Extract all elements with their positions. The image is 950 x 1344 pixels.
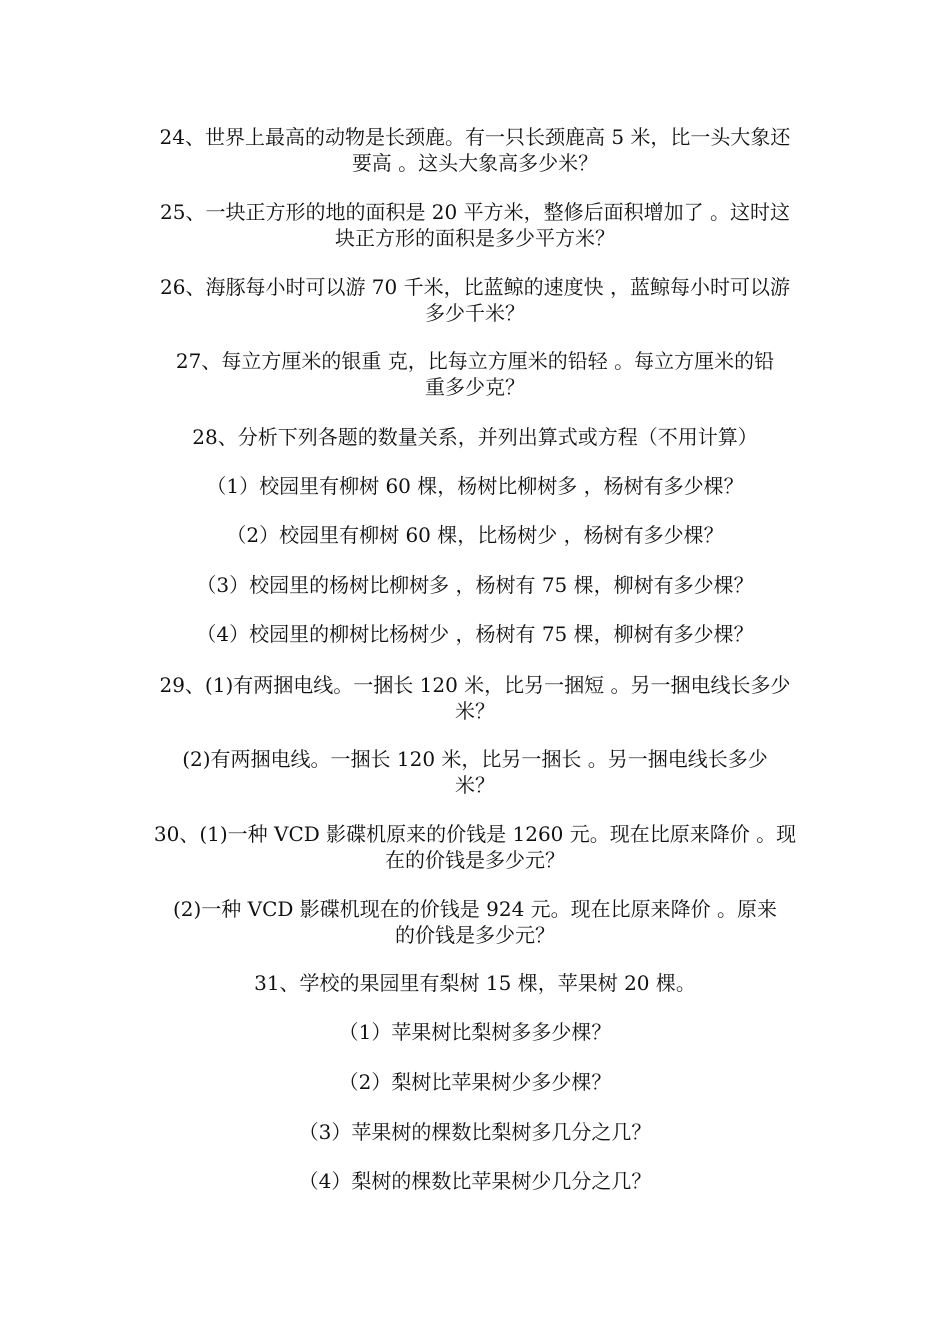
q29-part2-line-2: 米？ [455, 773, 495, 797]
q26-line-2: 多少千米？ [425, 301, 525, 325]
q31-sub-1: （1）苹果树比梨树多多少棵？ [338, 1020, 612, 1044]
q28-sub-1: （1）校园里有柳树 60 棵，杨树比柳树多 ，杨树有多少棵？ [206, 474, 744, 498]
q24-line-2: 要高 。这头大象高多少米？ [351, 151, 599, 175]
q24-line-1: 24、世界上最高的动物是长颈鹿。有一只长颈鹿高 5 米，比一头大象还 [159, 125, 791, 149]
q30-part2-line-1: (2)一种 VCD 影碟机现在的价钱是 924 元。现在比原来降价 。原来 [172, 897, 778, 921]
q28-heading: 28、分析下列各题的数量关系，并列出算式或方程（不用计算） [192, 425, 758, 449]
q31-sub-4: （4）梨树的棵数比苹果树少几分之几？ [298, 1169, 652, 1193]
q29-part1-line-1: 29、(1)有两捆电线。一捆长 120 米，比另一捆短 。另一捆电线长多少 [159, 673, 791, 697]
q31-sub-2: （2）梨树比苹果树少多少棵？ [338, 1070, 612, 1094]
q25-line-1: 25、一块正方形的地的面积是 20 平方米，整修后面积增加了 。这时这 [160, 200, 790, 224]
q27-line-1: 27、每立方厘米的银重 克，比每立方厘米的铅轻 。每立方厘米的铅 [175, 349, 775, 373]
q28-sub-2: （2）校园里有柳树 60 棵，比杨树少 ，杨树有多少棵？ [226, 523, 724, 547]
q28-sub-3: （3）校园里的杨树比柳树多 ，杨树有 75 棵，柳树有多少棵？ [196, 573, 754, 597]
q30-part1-line-1: 30、(1)一种 VCD 影碟机原来的价钱是 1260 元。现在比原来降价 。现 [153, 822, 797, 846]
q27-line-2: 重多少克？ [425, 375, 525, 399]
q31-heading: 31、学校的果园里有梨树 15 棵，苹果树 20 棵。 [254, 971, 696, 995]
q31-sub-3: （3）苹果树的棵数比梨树多几分之几？ [298, 1120, 652, 1144]
q26-line-1: 26、海豚每小时可以游 70 千米，比蓝鲸的速度快 ，蓝鲸每小时可以游 [160, 275, 790, 299]
q29-part2-line-1: (2)有两捆电线。一捆长 120 米，比另一捆长 。另一捆电线长多少 [182, 747, 768, 771]
q25-line-2: 块正方形的面积是多少平方米？ [335, 226, 615, 250]
q29-part1-line-2: 米？ [455, 699, 495, 723]
q28-sub-4: （4）校园里的柳树比杨树少 ，杨树有 75 棵，柳树有多少棵？ [196, 622, 754, 646]
q30-part1-line-2: 在的价钱是多少元？ [385, 848, 565, 872]
q30-part2-line-2: 的价钱是多少元？ [395, 923, 555, 947]
